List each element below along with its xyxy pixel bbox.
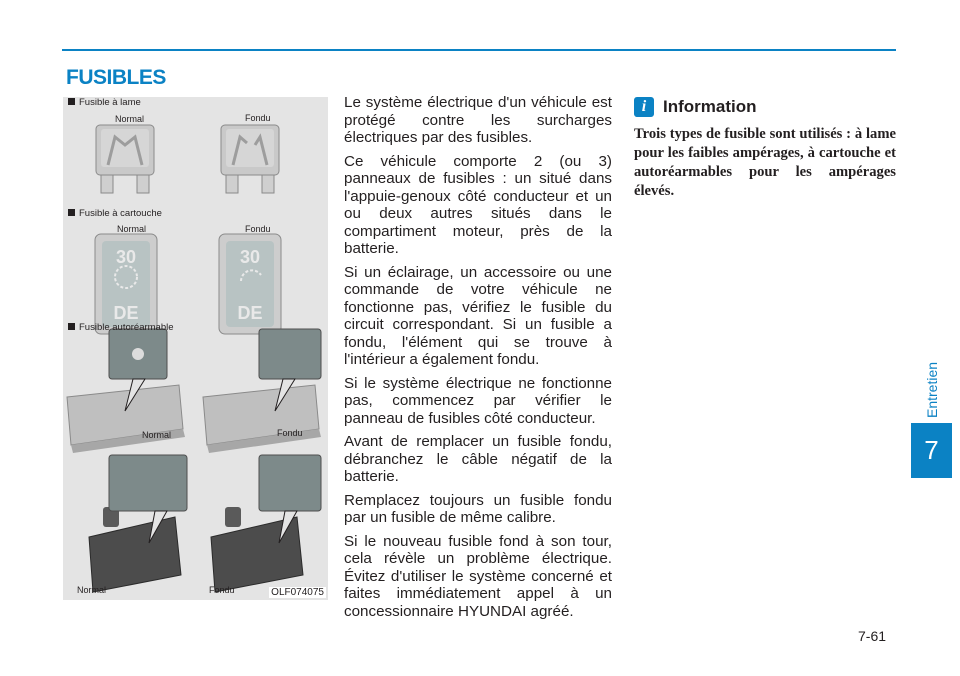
blade-blown-label: Fondu bbox=[245, 113, 271, 123]
cartridge-rating-normal: 30 bbox=[115, 247, 137, 267]
breaker-blown-label: Fondu bbox=[209, 585, 235, 595]
auto-blown-label: Fondu bbox=[277, 428, 303, 438]
cartridge-normal-label: Normal bbox=[117, 224, 147, 234]
top-rule bbox=[62, 49, 896, 51]
information-text: Trois types de fusible sont utilisés : à lame pour les faibles ampérages, à cartouche et autoréarmables pour les ampérages élevés. bbox=[634, 126, 896, 199]
cartridge-fuse-normal bbox=[95, 234, 157, 334]
paragraph-5: Avant de remplacer un fusible fondu, débranchez le câble négatif de la batterie. bbox=[344, 433, 612, 485]
cartridge-rating-blown: 30 bbox=[239, 247, 261, 267]
blade-fuse-blown bbox=[221, 125, 279, 193]
blade-normal-label: Normal bbox=[115, 114, 145, 124]
information-header bbox=[634, 95, 896, 119]
cartridge-fuse-blown bbox=[219, 234, 281, 334]
information-box bbox=[634, 95, 896, 201]
cartridge-fuse-heading: Fusible à cartouche bbox=[68, 208, 162, 219]
auto-normal-label: Normal bbox=[142, 430, 172, 440]
information-title: Information bbox=[663, 97, 757, 116]
auto-fuse-heading: Fusible autoréarmable bbox=[68, 322, 174, 333]
paragraph-3: Si un éclairage, un accessoire ou une commande de votre véhicule ne fonctionne pas, vérifiez le fusible du circuit correspondant. Si un fusible a fondu, l'élément qui se trouve à l'intérieur a également fondu. bbox=[344, 263, 612, 368]
chapter-label: Entretien bbox=[924, 361, 940, 419]
cartridge-blown-label: Fondu bbox=[245, 224, 271, 234]
paragraph-2: Ce véhicule comporte 2 (ou 3) panneaux de fusibles : un situé dans l'appuie-genoux côté conducteur et un ou deux autres situés dans le compartiment moteur, près de la batterie. bbox=[344, 152, 612, 257]
paragraph-6: Remplacez toujours un fusible fondu par un fusible de même calibre. bbox=[344, 491, 612, 526]
body-text bbox=[344, 94, 612, 626]
fuse-illustration bbox=[63, 97, 328, 600]
paragraph-1: Le système électrique d'un véhicule est protégé contre les surcharges électriques par des fusibles. bbox=[344, 94, 612, 146]
page-number: 7-61 bbox=[858, 628, 887, 644]
section-title: FUSIBLES bbox=[66, 66, 166, 89]
breaker-normal-label: Normal bbox=[77, 585, 107, 595]
fuse-figure bbox=[63, 97, 328, 600]
paragraph-7: Si le nouveau fusible fond à son tour, cela révèle un problème électrique. Évitez d'utiliser le système concerné et faites immédiatement appel à un concessionnaire HYUNDAI agréé. bbox=[344, 532, 612, 620]
paragraph-4: Si le système électrique ne fonctionne pas, commencez par vérifier le panneau de fusibles côté conducteur. bbox=[344, 374, 612, 427]
chapter-tab: 7 bbox=[911, 423, 952, 478]
info-icon: i bbox=[634, 97, 654, 117]
svg-text:DE: DE bbox=[237, 303, 263, 323]
blade-fuse-normal bbox=[96, 125, 154, 193]
figure-code: OLF074075 bbox=[271, 587, 324, 598]
blade-fuse-heading: Fusible à lame bbox=[68, 97, 141, 108]
breaker-normal bbox=[89, 455, 187, 592]
breaker-blown bbox=[211, 455, 321, 592]
svg-text:DE: DE bbox=[113, 303, 139, 323]
auto-fuse-blown bbox=[203, 329, 321, 453]
